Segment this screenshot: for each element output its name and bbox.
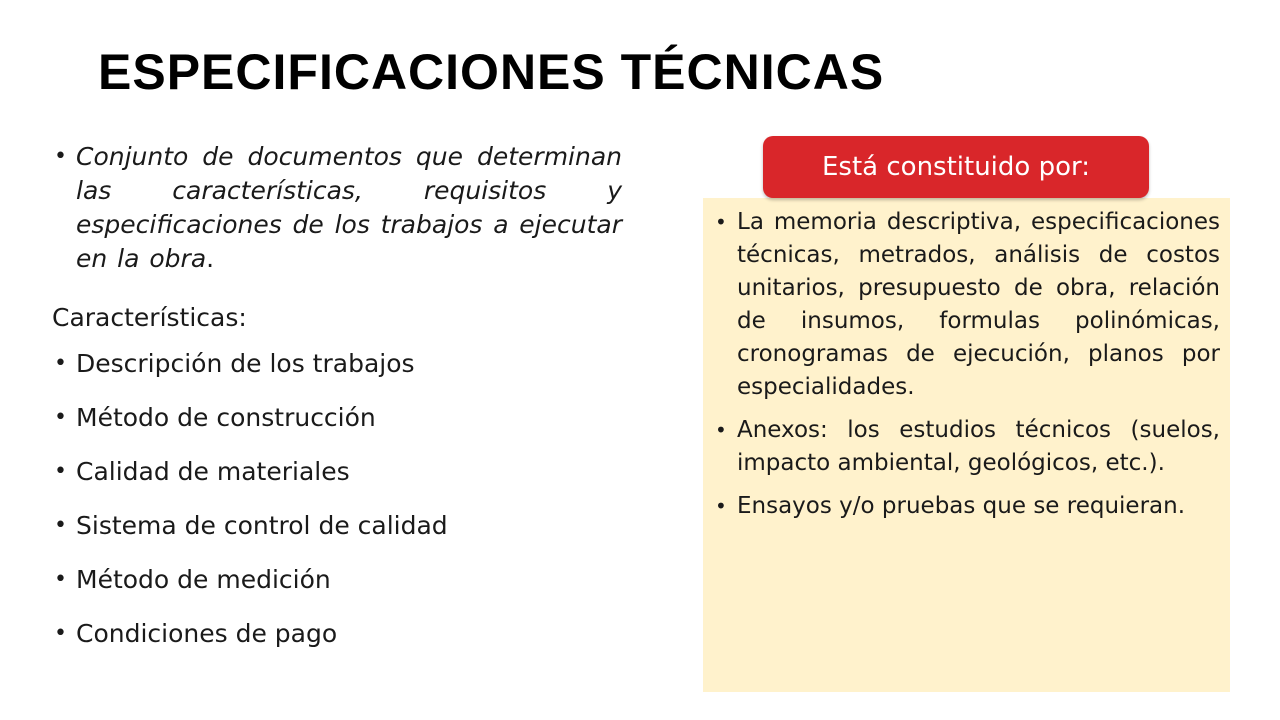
left-column <box>52 140 622 668</box>
list-item <box>52 452 622 506</box>
callout-label: Está constituido por: <box>763 136 1149 198</box>
list-item <box>715 490 1220 523</box>
list-item-text: Descripción de los trabajos <box>76 349 415 378</box>
bullet-icon: • <box>715 210 727 234</box>
bullet-icon: • <box>54 351 67 376</box>
intro-text: Conjunto de documentos que determinan las características, requisitos y especificaciones de los trabajos a ejecutar en la obra <box>76 142 622 273</box>
bullet-icon: • <box>54 513 67 538</box>
constituents-list <box>715 206 1220 533</box>
slide-title: ESPECIFICACIONES TÉCNICAS <box>98 44 885 100</box>
bullet-icon: • <box>54 567 67 592</box>
bullet-icon: • <box>715 418 727 442</box>
list-item-text: Calidad de materiales <box>76 457 350 486</box>
list-item <box>52 560 622 614</box>
list-item-text: Condiciones de pago <box>76 619 338 648</box>
list-item-text: Método de medición <box>76 565 331 594</box>
list-item-text: Ensayos y/o pruebas que se requieran. <box>737 493 1186 519</box>
list-item <box>52 344 622 398</box>
bullet-icon: • <box>54 459 67 484</box>
bullet-icon: • <box>715 494 727 518</box>
bullet-icon: • <box>54 621 67 646</box>
bullet-icon: • <box>54 405 67 430</box>
list-item-text: Método de construcción <box>76 403 376 432</box>
list-item <box>52 614 622 668</box>
bullet-icon: • <box>54 144 67 169</box>
list-item <box>715 414 1220 480</box>
list-item <box>715 206 1220 404</box>
constituents-box <box>703 198 1230 692</box>
characteristics-label: Características: <box>52 303 247 332</box>
list-item <box>52 398 622 452</box>
list-item-text: Sistema de control de calidad <box>76 511 448 540</box>
list-item-text: Anexos: los estudios técnicos (suelos, impacto ambiental, geológicos, etc.). <box>737 417 1220 476</box>
intro-bullet <box>52 140 622 276</box>
characteristics-list <box>52 344 622 668</box>
list-item-text: La memoria descriptiva, especificaciones técnicas, metrados, análisis de costos unitarios, presupuesto de obra, relación de insumos, formulas polinómicas, cronogramas de ejecución, planos por especialidades. <box>737 209 1220 400</box>
list-item <box>52 506 622 560</box>
intro-period: . <box>206 244 215 273</box>
